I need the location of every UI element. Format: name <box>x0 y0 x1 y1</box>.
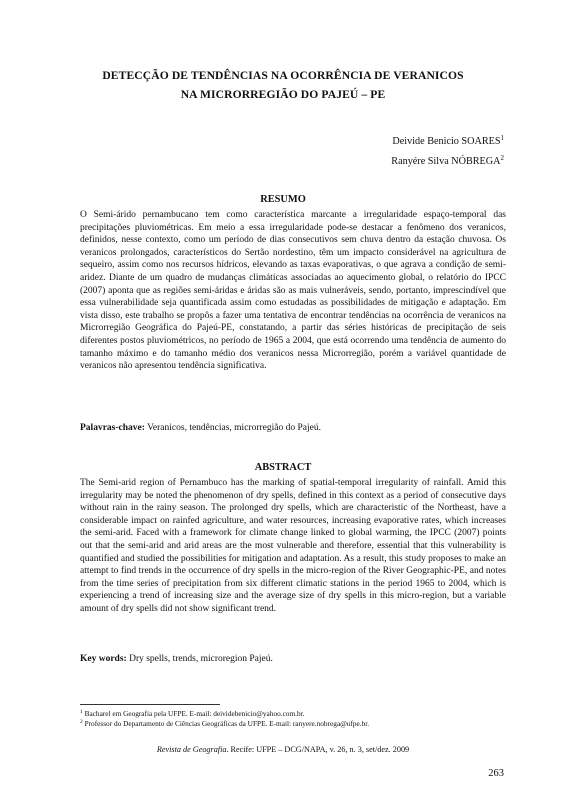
resumo-keywords <box>80 422 506 435</box>
paper-title <box>60 66 506 104</box>
footnote-mark: 2 <box>80 719 83 725</box>
journal-name: Revista de Geografia <box>156 745 227 754</box>
footnote-text: Bacharel em Geografia pela UFPE. E-mail: deividebenicio@yahoo.com.br. <box>82 709 305 718</box>
keywords-text: Dry spells, trends, microregion Pajeú. <box>126 654 273 664</box>
keywords-label: Key words: <box>80 654 127 664</box>
title-line-2: NA MICRORREGIÃO DO PAJEÚ – PE <box>180 88 386 101</box>
abstract-heading: ABSTRACT <box>254 462 312 473</box>
author-1 <box>391 132 504 152</box>
author-name: Ranyére Silva NÓBREGA <box>391 156 501 167</box>
abstract-body: The Semi-arid region of Pernambuco has the marking of spatial-temporal irregularity of rainfall. Amid this irregularity may be noted the phenomenon of dry spells, defined in this context as a period of consecutive days without rain in the rainy season. The prolonged dry spells, which are characteristic of the Northeast, have a considerable impact on rainfed agriculture, and water resources, increasing evaporative rates, which increases the semi-arid. Faced with a framework for climate change linked to global warming, the IPCC (2007) points out that the semi-arid and arid areas are the most vulnerable and therefore, essential that this vulnerability is quantified and studied the possibilities for mitigation and adaptation. As a result, this study proposes to make an attempt to find trends in the occurrence of dry spells in the micro-region of the River Geographic-PE, and notes from the time series of precipitation from six different climatic stations in the period 1965 to 2004, which is experiencing a trend of increasing size and the average size of dry spells in this micro-region, but a variable amount of dry spells did not show significant trend. <box>80 478 506 614</box>
journal-citation <box>80 745 486 754</box>
footnote-divider <box>80 704 220 705</box>
footnote-2 <box>80 719 520 729</box>
footnote-1 <box>80 709 520 719</box>
author-footnote-mark: 1 <box>500 134 504 142</box>
author-footnote-mark: 2 <box>500 154 504 162</box>
keywords-label: Palavras-chave: <box>80 423 145 433</box>
author-2 <box>391 152 504 172</box>
author-list <box>391 132 504 172</box>
keywords-text: Veranicos, tendências, microrregião do Pajeú. <box>144 423 321 433</box>
title-line-1: DETECÇÃO DE TENDÊNCIAS NA OCORRÊNCIA DE VERANICOS <box>102 69 464 82</box>
footnote-mark: 1 <box>80 709 83 715</box>
resumo-body: O Semi-árido pernambucano tem como característica marcante a irregularidade espaço-temporal das precipitações pluviométricas. Em meio a essa irregularidade pode-se destacar a fenômeno dos veranicos, definidos, nesse contexto, como um período de dias consecutivos sem chuva dentro da estação chuvosa. Os veranicos prolongados, característicos do Sertão nordestino, têm um impacto considerável na agricultura de sequeiro, assim como nos recursos hídricos, elevando as taxas evaporativas, o que agrava a condição de semi-aridez. Diante de um quadro de mudanças climáticas associadas ao aquecimento global, o relatório do IPCC (2007) aponta que as regiões semi-áridas e áridas são as mais vulneráveis, sendo, portanto, imprescindível que essa vulnerabilidade seja quantificada assim como estudadas as possibilidades de mitigação e adaptação. Em vista disso, este trabalho se propôs a fazer uma tentativa de encontrar tendências na ocorrência de veranicos na Microrregião Geográfica do Pajeú-PE, constatando, a partir das séries históricas de precipitação de seis diferentes postos pluviométricos, no período de 1965 a 2004, que está ocorrendo uma tendência de aumento do tamanho máximo e do tamanho médio dos veranicos nessa Microrregião, porém a variável quantidade de veranicos não apresentou tendência significativa. <box>80 210 506 372</box>
footnote-text: Professor do Departamento de Ciências Geográficas da UFPE. E-mail: ranyere.nobrega@ufpe.br. <box>82 719 370 728</box>
author-name: Deivide Benicio SOARES <box>392 136 501 147</box>
journal-details: . Recife: UFPE – DCG/NAPA, v. 26, n. 3, set/dez. 2009 <box>226 745 410 754</box>
abstract-keywords <box>80 653 506 666</box>
resumo-heading: RESUMO <box>260 194 306 205</box>
page-number: 263 <box>488 768 504 779</box>
